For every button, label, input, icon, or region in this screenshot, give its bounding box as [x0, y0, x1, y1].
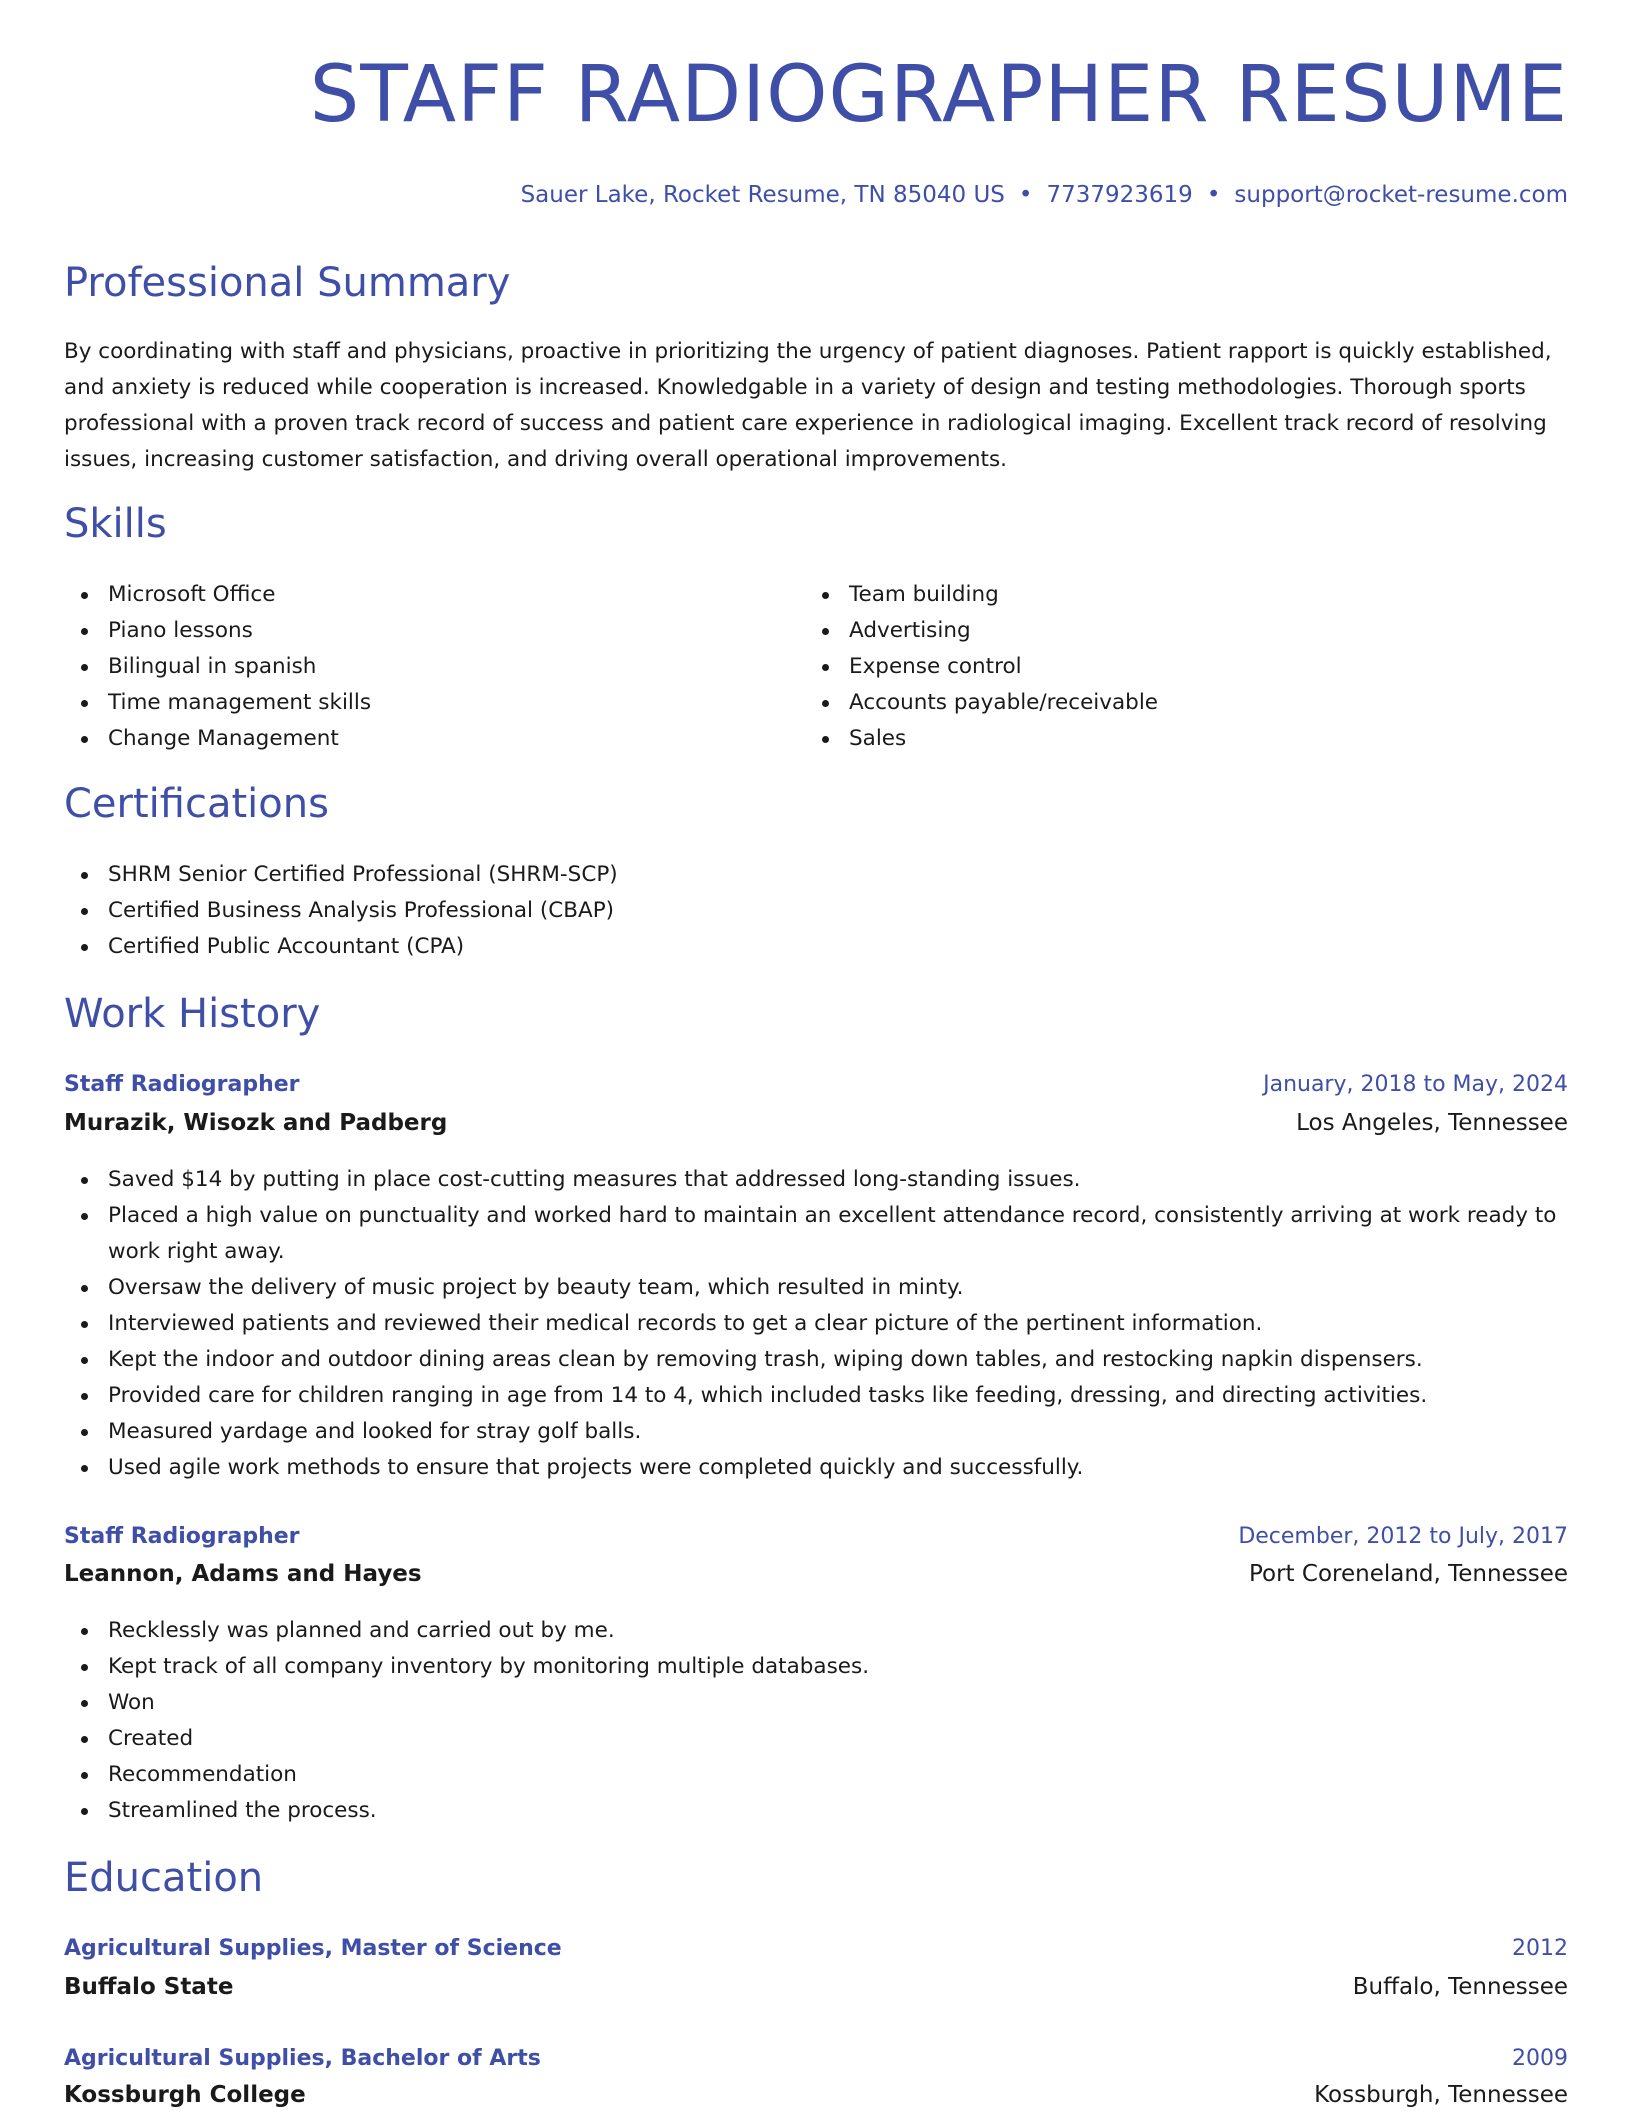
skill-item: Microsoft Office	[64, 577, 764, 613]
job-bullet: Interviewed patients and reviewed their medical records to get a clear picture of the pertinent information.	[64, 1306, 1568, 1342]
job-subheader	[64, 1110, 1568, 1136]
skill-item: Expense control	[805, 649, 1505, 685]
job-bullet: Saved $14 by putting in place cost-cutting measures that addressed long-standing issues.	[64, 1162, 1568, 1198]
education-subheader	[64, 2082, 1568, 2108]
job-company: Leannon, Adams and Hayes	[64, 1561, 422, 1587]
contact-phone: 7737923619	[1046, 182, 1193, 208]
certification-item: Certified Public Accountant (CPA)	[64, 929, 1264, 965]
resume-title: STAFF RADIOGRAPHER RESUME	[309, 50, 1568, 140]
education-header	[64, 2046, 1568, 2071]
job-bullet: Recommendation	[64, 1757, 1568, 1793]
job-header	[64, 1524, 1568, 1549]
job-bullet: Used agile work methods to ensure that projects were completed quickly and successfully.	[64, 1450, 1568, 1486]
skill-item: Change Management	[64, 721, 764, 757]
job-bullet: Oversaw the delivery of music project by beauty team, which resulted in minty.	[64, 1270, 1568, 1306]
skill-item: Sales	[805, 721, 1505, 757]
certifications-heading: Certifications	[64, 781, 329, 827]
education-degree: Agricultural Supplies, Master of Science	[64, 1936, 562, 1961]
contact-email[interactable]: support@rocket-resume.com	[1234, 182, 1568, 208]
education-heading: Education	[64, 1855, 264, 1901]
job-bullets	[64, 1613, 1568, 1829]
contact-separator: •	[1206, 182, 1221, 208]
education-year: 2009	[1512, 2046, 1568, 2071]
contact-address: Sauer Lake, Rocket Resume, TN 85040 US	[520, 182, 1005, 208]
summary-heading: Professional Summary	[64, 260, 511, 306]
skill-item: Advertising	[805, 613, 1505, 649]
job-bullet: Won	[64, 1685, 1568, 1721]
job-role: Staff Radiographer	[64, 1072, 300, 1097]
job-location: Port Coreneland, Tennessee	[1248, 1561, 1568, 1587]
skill-item: Team building	[805, 577, 1505, 613]
skill-item: Accounts payable/receivable	[805, 685, 1505, 721]
education-school: Buffalo State	[64, 1974, 234, 2000]
job-bullet: Recklessly was planned and carried out by me.	[64, 1613, 1568, 1649]
job-bullet: Created	[64, 1721, 1568, 1757]
skills-heading: Skills	[64, 501, 167, 547]
education-school: Kossburgh College	[64, 2082, 306, 2108]
job-company: Murazik, Wisozk and Padberg	[64, 1110, 448, 1136]
job-bullet: Placed a high value on punctuality and worked hard to maintain an excellent attendance record, consistently arriving at work ready to work right away.	[64, 1198, 1568, 1270]
job-role: Staff Radiographer	[64, 1524, 300, 1549]
education-location: Buffalo, Tennessee	[1352, 1974, 1568, 2000]
job-header	[64, 1072, 1568, 1097]
certification-item: Certified Business Analysis Professional (CBAP)	[64, 893, 1264, 929]
job-bullets	[64, 1162, 1568, 1486]
skills-list-right	[805, 577, 1505, 757]
job-bullet: Streamlined the process.	[64, 1793, 1568, 1829]
work-history-heading: Work History	[64, 991, 321, 1037]
education-header	[64, 1936, 1568, 1961]
job-subheader	[64, 1561, 1568, 1587]
job-dates: December, 2012 to July, 2017	[1238, 1524, 1568, 1549]
job-dates: January, 2018 to May, 2024	[1263, 1072, 1568, 1097]
certifications-list	[64, 857, 1264, 965]
contact-line	[521, 182, 1568, 208]
job-bullet: Kept track of all company inventory by monitoring multiple databases.	[64, 1649, 1568, 1685]
contact-separator: •	[1018, 182, 1033, 208]
job-bullet: Measured yardage and looked for stray golf balls.	[64, 1414, 1568, 1450]
education-subheader	[64, 1974, 1568, 2000]
job-location: Los Angeles, Tennessee	[1296, 1110, 1568, 1136]
education-location: Kossburgh, Tennessee	[1314, 2082, 1568, 2108]
skill-item: Piano lessons	[64, 613, 764, 649]
education-year: 2012	[1512, 1936, 1568, 1961]
skills-list-left	[64, 577, 764, 757]
skill-item: Time management skills	[64, 685, 764, 721]
education-degree: Agricultural Supplies, Bachelor of Arts	[64, 2046, 541, 2071]
job-bullet: Kept the indoor and outdoor dining areas clean by removing trash, wiping down tables, and restocking napkin dispensers.	[64, 1342, 1568, 1378]
summary-text: By coordinating with staff and physicians, proactive in prioritizing the urgency of patient diagnoses. Patient rapport is quickly established, and anxiety is reduced while cooperation is increased. Knowledgable in a variety of design and testing methodologies. Thorough sports professional with a proven track record of success and patient care experience in radiological imaging. Excellent track record of resolving issues, increasing customer satisfaction, and driving overall operational improvements.	[64, 339, 1552, 472]
certification-item: SHRM Senior Certified Professional (SHRM-SCP)	[64, 857, 1264, 893]
job-bullet: Provided care for children ranging in age from 14 to 4, which included tasks like feeding, dressing, and directing activities.	[64, 1378, 1568, 1414]
skill-item: Bilingual in spanish	[64, 649, 764, 685]
